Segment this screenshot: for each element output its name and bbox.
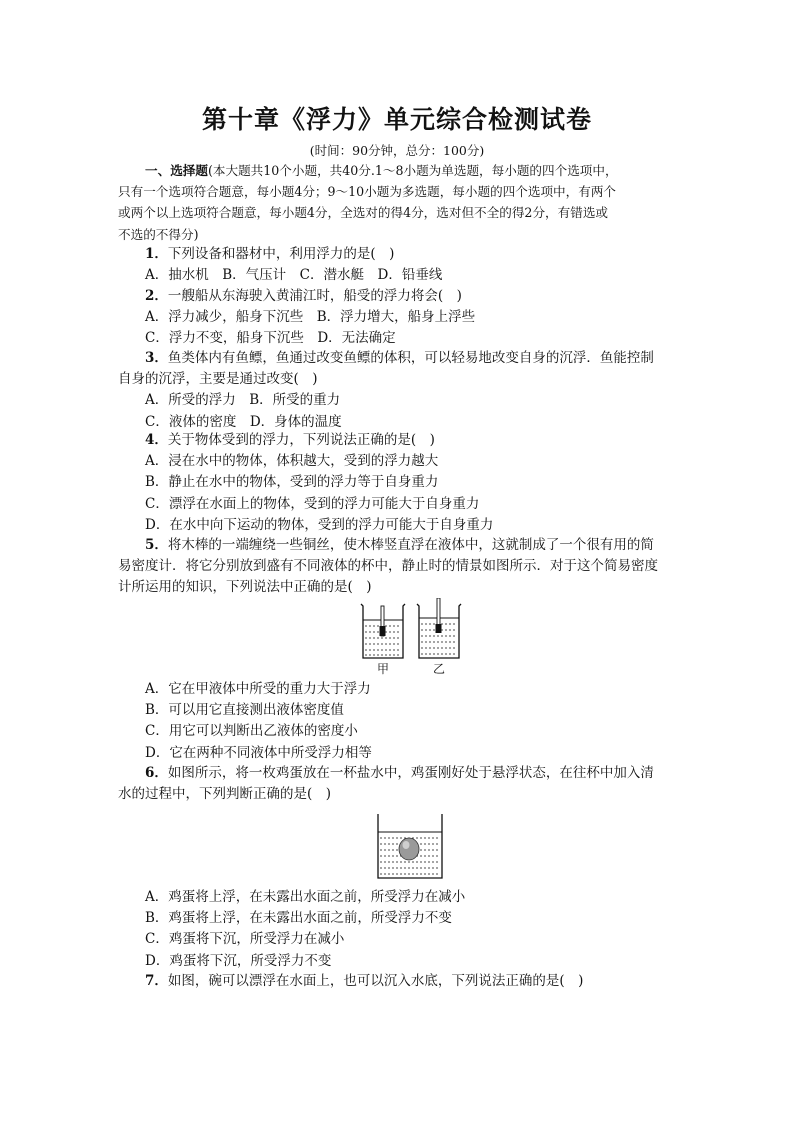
- egg-beaker-figure: [374, 812, 446, 884]
- question-6-options: [118, 887, 678, 972]
- answer-option: B．可以用它直接测出液体密度值: [145, 702, 344, 719]
- question-5: [118, 535, 678, 599]
- answer-option: D．鸡蛋将下沉，所受浮力不变: [145, 952, 332, 969]
- answer-option: B．静止在水中的物体，受到的浮力等于自身重力: [145, 474, 439, 491]
- intro-line-2: 只有一个选项符合题意，每小题4分；9～10小题为多选题，每小题的四个选项中，有两个: [118, 184, 617, 200]
- section-heading: 一、选择题: [145, 163, 208, 178]
- question-stem: 6．如图所示，将一枚鸡蛋放在一杯盐水中，鸡蛋刚好处于悬浮状态，在往杯中加入清: [145, 765, 654, 781]
- question-stem-cont: 计所运用的知识，下列说法中正确的是( ): [118, 579, 372, 596]
- answer-option: C．浮力不变，船身下沉些 D．无法确定: [145, 330, 396, 347]
- page-title: 第十章《浮力》单元综合检测试卷: [201, 105, 592, 134]
- question-4: [118, 430, 678, 536]
- figure-label-yi: 乙: [433, 662, 446, 676]
- beakers-svg: [355, 598, 465, 678]
- intro-line-1: 一、选择题(本大题共10个小题，共40分.1～8小题为单选题，每小题的四个选项中，: [145, 163, 618, 178]
- exam-time-info: (时间：90分钟，总分：100分): [309, 143, 485, 158]
- question-7: [118, 971, 678, 992]
- question-stem-cont: 易密度计．将它分别放到盛有不同液体的杯中，静止时的情景如图所示．对于这个简易密度: [118, 558, 658, 575]
- egg-beaker-svg: [374, 812, 446, 884]
- question-5-options: [118, 679, 678, 764]
- beaker-yi: [417, 598, 461, 658]
- question-stem-cont: 水的过程中，下列判断正确的是( ): [118, 786, 332, 803]
- question-stem: 3．鱼类体内有鱼鳔，鱼通过改变鱼鳔的体积，可以轻易地改变自身的沉浮．鱼能控制: [145, 350, 654, 366]
- question-3: [118, 348, 678, 433]
- answer-option: C．用它可以判断出乙液体的密度小: [145, 723, 358, 740]
- question-stem-cont: 自身的沉浮，主要是通过改变( ): [118, 371, 318, 388]
- answer-option: A．浸在水中的物体，体积越大，受到的浮力越大: [145, 453, 439, 470]
- question-stem: 2．一艘船从东海驶入黄浦江时，船受的浮力将会( ): [145, 288, 462, 304]
- answer-option: A．它在甲液体中所受的重力大于浮力: [145, 681, 371, 697]
- answer-option: A．浮力减少，船身下沉些 B．浮力增大，船身上浮些: [145, 309, 476, 326]
- intro-line-3: 或两个以上选项符合题意，每小题4分，全选对的得4分，选对但不全的得2分，有错选或: [118, 205, 609, 221]
- intro-line-4: 不选的不得分): [118, 226, 199, 242]
- egg-shape: [399, 838, 419, 860]
- question-stem: 5．将木棒的一端缠绕一些铜丝，使木棒竖直浮在液体中，这就制成了一个很有用的简: [145, 537, 654, 553]
- answer-option: C．鸡蛋将下沉，所受浮力在减小: [145, 931, 345, 948]
- answer-option: A．所受的浮力 B．所受的重力: [145, 392, 341, 409]
- question-1: [118, 244, 678, 286]
- section-intro: [118, 160, 678, 245]
- answer-option: D．在水中向下运动的物体，受到的浮力可能大于自身重力: [145, 516, 494, 533]
- figure-label-jia: 甲: [377, 662, 390, 676]
- answer-option: B．鸡蛋将上浮，在未露出水面之前，所受浮力不变: [145, 910, 452, 927]
- question-2: [118, 286, 678, 350]
- answer-option: C．漂浮在水面上的物体，受到的浮力可能大于自身重力: [145, 495, 480, 512]
- question-stem: 7．如图，碗可以漂浮在水面上，也可以沉入水底，下列说法正确的是( ): [145, 973, 584, 989]
- beaker-jia: [361, 604, 405, 658]
- question-6: [118, 763, 678, 805]
- answer-option: A．鸡蛋将上浮，在未露出水面之前，所受浮力在减小: [145, 889, 466, 905]
- density-meter-figure: [355, 598, 465, 678]
- answer-option: D．它在两种不同液体中所受浮力相等: [145, 744, 372, 761]
- answer-option: A．抽水机 B．气压计 C．潜水艇 D．铅垂线: [145, 267, 443, 284]
- question-stem: 4．关于物体受到的浮力，下列说法正确的是( ): [145, 432, 435, 448]
- answer-option: C．液体的密度 D．身体的温度: [145, 413, 342, 430]
- question-stem: 1．下列设备和器材中，利用浮力的是( ): [145, 246, 395, 262]
